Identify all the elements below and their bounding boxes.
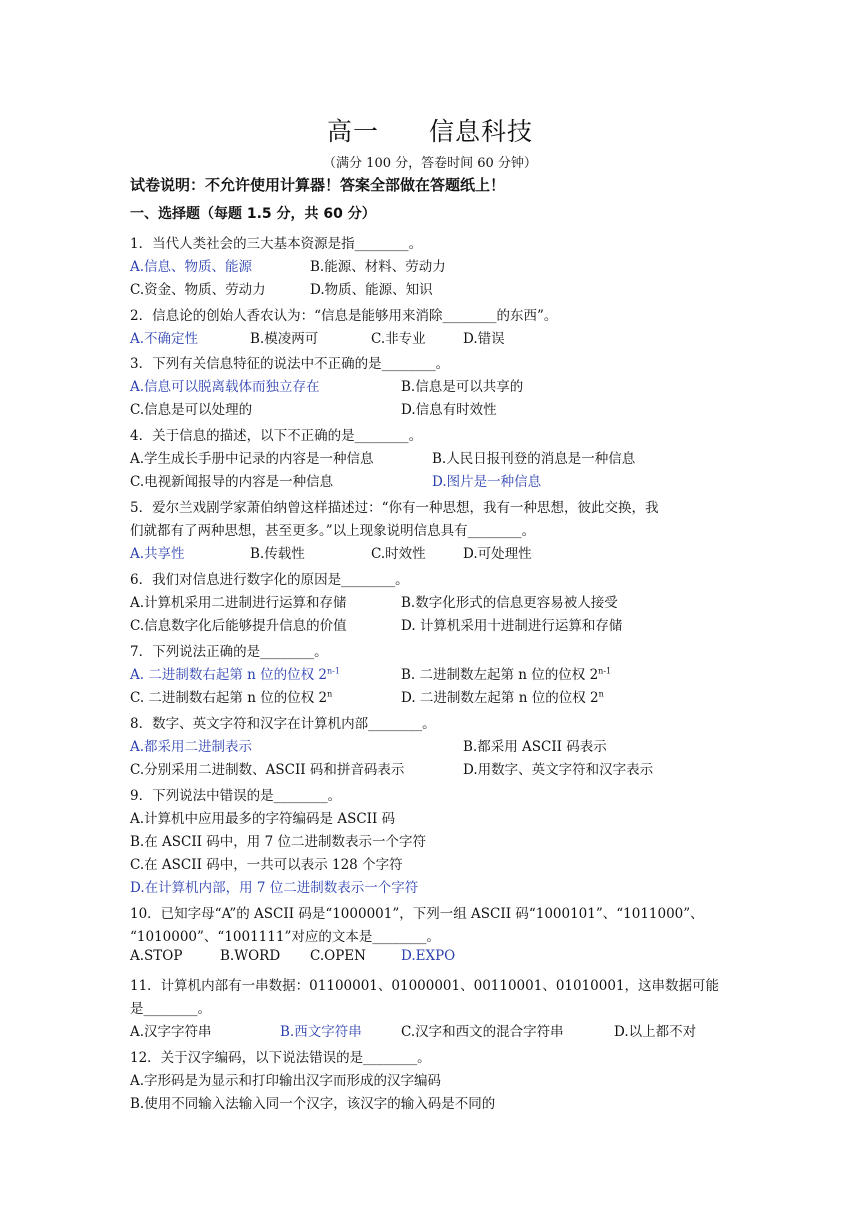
q3-option-d: D.信息有时效性 bbox=[401, 402, 497, 418]
q5-stem-line2: 们就都有了两种思想，甚至更多。”以上现象说明信息具有________。 bbox=[130, 523, 536, 539]
q3-option-c: C.信息是可以处理的 bbox=[130, 402, 253, 418]
q6-option-b: B.数字化形式的信息更容易被人接受 bbox=[401, 595, 618, 611]
q2-stem: 2．信息论的创始人香农认为：“信息是能够用来消除________的东西”。 bbox=[130, 308, 558, 324]
section-heading: 一、选择题（每题 1.5 分，共 60 分） bbox=[130, 206, 376, 222]
q10-stem-line2: “1010000”、“1001111”对应的文本是________。 bbox=[130, 929, 440, 945]
q7-stem: 7．下列说法正确的是________。 bbox=[130, 644, 328, 660]
q8-option-d: D.用数字、英文字符和汉字表示 bbox=[463, 762, 654, 778]
q7-option-c: C. 二进制数右起第 n 位的位权 2$^n$ bbox=[130, 689, 333, 706]
q12-option-a: A.字形码是为显示和打印输出汉字而形成的汉字编码 bbox=[130, 1073, 442, 1089]
q11-option-b: B.西文字符串 bbox=[280, 1024, 362, 1040]
title-subject: 信息科技 bbox=[429, 117, 534, 146]
q1-option-c: C.资金、物质、劳动力 bbox=[130, 282, 266, 298]
q12-option-b: B.使用不同输入法输入同一个汉字，该汉字的输入码是不同的 bbox=[130, 1096, 496, 1112]
q5-option-c: C.时效性 bbox=[371, 546, 426, 562]
q7-option-a: A. 二进制数右起第 n 位的位权 2$^{n-1}$ bbox=[130, 666, 340, 683]
q9-stem: 9．下列说法中错误的是________。 bbox=[130, 788, 342, 804]
q9-option-a: A.计算机中应用最多的字符编码是 ASCII 码 bbox=[130, 811, 396, 827]
q11-stem-line2: 是________。 bbox=[130, 1001, 211, 1017]
q5-option-a: A.共享性 bbox=[130, 546, 185, 562]
q1-option-a: A.信息、物质、能源 bbox=[130, 259, 253, 275]
q7-option-d: D. 二进制数左起第 n 位的位权 2$^n$ bbox=[401, 689, 604, 706]
q4-stem: 4．关于信息的描述，以下不正确的是________。 bbox=[130, 428, 423, 444]
q3-stem: 3．下列有关信息特征的说法中不正确的是________。 bbox=[130, 356, 450, 372]
q5-option-d: D.可处理性 bbox=[463, 546, 532, 562]
exam-subtitle: （满分 100 分，答卷时间 60 分钟） bbox=[323, 156, 537, 171]
q11-stem-line1: 11．计算机内部有一串数据：01100001、01000001、00110001、01010001，这串数据可能 bbox=[130, 978, 720, 994]
q3-option-a: A.信息可以脱离载体而独立存在 bbox=[130, 379, 320, 395]
q10-option-a: A.STOP bbox=[130, 948, 183, 964]
q5-stem-line1: 5．爱尔兰戏剧学家萧伯纳曾这样描述过：“你有一种思想，我有一种思想，彼此交换，我 bbox=[130, 500, 659, 516]
q4-option-a: A.学生成长手册中记录的内容是一种信息 bbox=[130, 451, 374, 467]
q6-option-a: A.计算机采用二进制进行运算和存储 bbox=[130, 595, 347, 611]
q11-option-a: A.汉字字符串 bbox=[130, 1024, 212, 1040]
exam-title bbox=[0, 112, 860, 148]
q6-stem: 6．我们对信息进行数字化的原因是________。 bbox=[130, 572, 409, 588]
q2-option-a: A.不确定性 bbox=[130, 331, 199, 347]
q6-option-c: C.信息数字化后能够提升信息的价值 bbox=[130, 618, 347, 634]
q2-option-b: B.模凌两可 bbox=[250, 331, 319, 347]
q3-option-b: B.信息是可以共享的 bbox=[401, 379, 524, 395]
q9-option-d: D.在计算机内部，用 7 位二进制数表示一个字符 bbox=[130, 880, 419, 896]
q10-option-c: C.OPEN bbox=[310, 948, 366, 964]
q5-option-b: B.传载性 bbox=[250, 546, 305, 562]
q9-option-b: B.在 ASCII 码中，用 7 位二进制数表示一个字符 bbox=[130, 834, 426, 850]
q1-stem: 1．当代人类社会的三大基本资源是指________。 bbox=[130, 236, 423, 252]
q1-option-d: D.物质、能源、知识 bbox=[310, 282, 433, 298]
q2-option-c: C.非专业 bbox=[371, 331, 426, 347]
q6-option-d: D. 计算机采用十进制进行运算和存储 bbox=[401, 618, 623, 634]
q10-option-d: D.EXPO bbox=[401, 948, 456, 964]
q8-stem: 8．数字、英文字符和汉字在计算机内部________。 bbox=[130, 716, 436, 732]
title-grade: 高一 bbox=[326, 117, 379, 146]
q12-stem: 12．关于汉字编码，以下说法错误的是________。 bbox=[130, 1050, 431, 1066]
q11-option-d: D.以上都不对 bbox=[614, 1024, 697, 1040]
q9-option-c: C.在 ASCII 码中，一共可以表示 128 个字符 bbox=[130, 857, 403, 873]
q10-option-b: B.WORD bbox=[220, 948, 281, 964]
q8-option-c: C.分别采用二进制数、ASCII 码和拼音码表示 bbox=[130, 762, 405, 778]
q11-option-c: C.汉字和西文的混合字符串 bbox=[401, 1024, 564, 1040]
q2-option-d: D.错误 bbox=[463, 331, 505, 347]
q4-option-c: C.电视新闻报导的内容是一种信息 bbox=[130, 474, 334, 490]
q8-option-b: B.都采用 ASCII 码表示 bbox=[463, 739, 607, 755]
q1-option-b: B.能源、材料、劳动力 bbox=[310, 259, 446, 275]
q8-option-a: A.都采用二进制表示 bbox=[130, 739, 253, 755]
q7-option-b: B. 二进制数左起第 n 位的位权 2$^{n-1}$ bbox=[401, 666, 612, 683]
q10-stem-line1: 10．已知字母“A”的 ASCII 码是“1000001”，下列一组 ASCII 码“1000101”、“1011000”、 bbox=[130, 906, 704, 922]
q4-option-b: B.人民日报刊登的消息是一种信息 bbox=[432, 451, 636, 467]
q4-option-d: D.图片是一种信息 bbox=[432, 474, 542, 490]
exam-notice: 试卷说明：不允许使用计算器！答案全部做在答题纸上！ bbox=[130, 176, 506, 194]
